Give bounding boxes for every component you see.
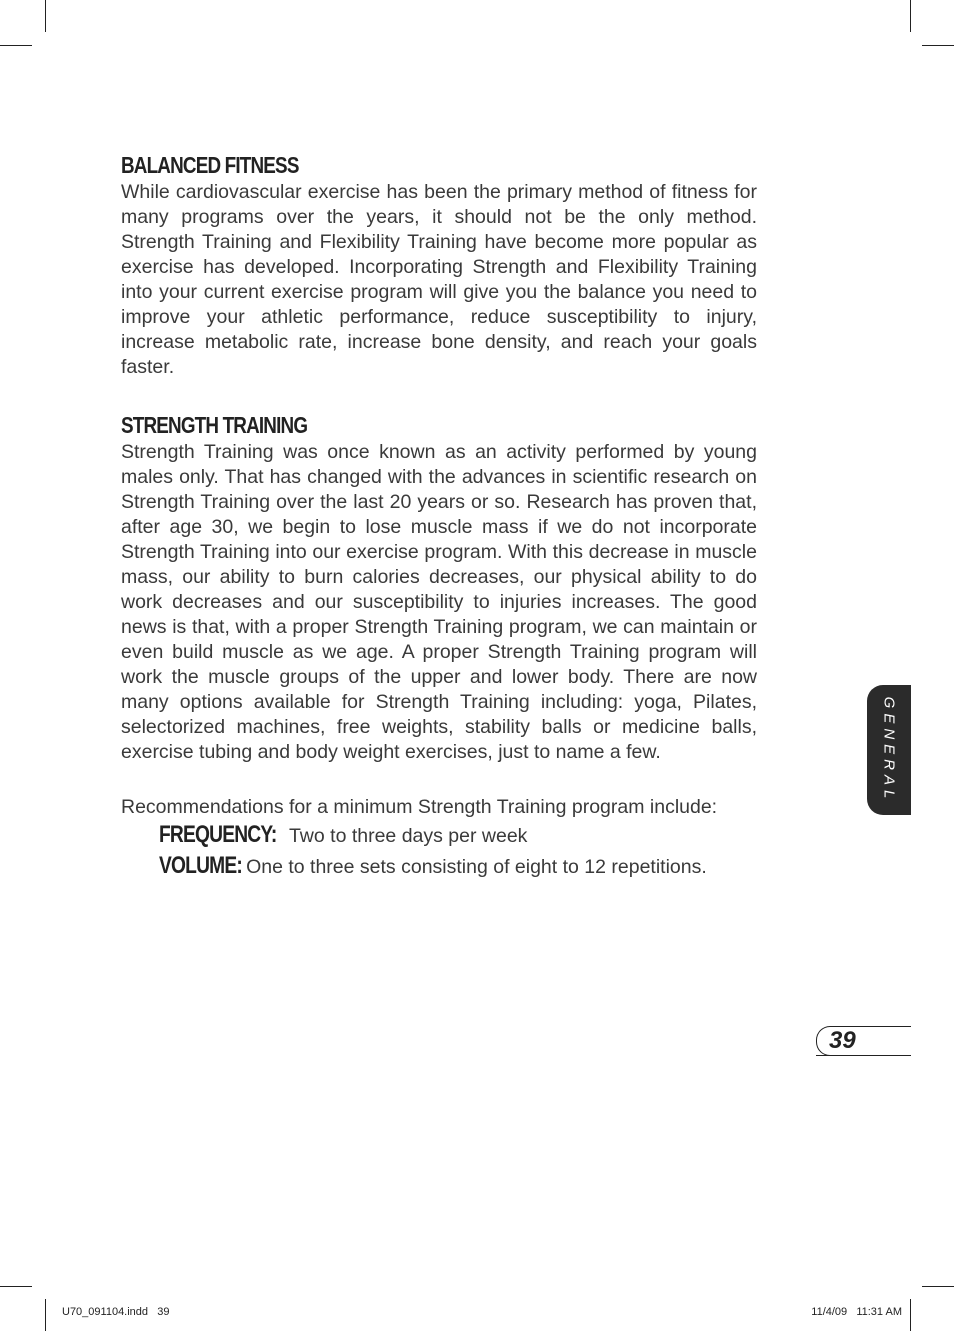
recommendation-label: VOLUME: <box>159 852 242 879</box>
crop-mark <box>45 1299 46 1331</box>
recommendation-frequency <box>159 820 757 851</box>
recommendation-text: One to three sets consisting of eight to 12 repetitions. <box>246 856 707 878</box>
page-number: 39 <box>829 1027 856 1054</box>
section-body-balanced-fitness: While cardiovascular exercise has been the primary method of fitness for many programs over the years, it should not be the only method. Strength Training and Flexibility Training have become more popular as exercise has developed. Incorporating Strength and Flexibility Training into your current exercise program will give you the balance you need to improve your athletic performance, reduce susceptibility to injury, increase metabolic rate, increase bone density, and reach your goals faster. <box>121 181 757 378</box>
footer-datetime: 11/4/09 11:31 AM <box>811 1306 902 1318</box>
section-heading-balanced-fitness: BALANCED FITNESS <box>121 152 299 178</box>
section-body-strength-training: Strength Training was once known as an activity performed by young males only. That has changed with the advances in scientific research on Strength Training over the last 20 years or so. Research has proven that, after age 30, we begin to lose muscle mass if we do not incorporate Strength Training into our exercise program. With this decrease in muscle mass, our ability to burn calories decreases, our physical ability to do work decreases and our susceptibility to injuries increases. The good news is that, with a proper Strength Training program, we can maintain or even build muscle as we age. A proper Strength Training program will work the muscle groups of the upper and lower body. There are now many options available for Strength Training including: yoga, Pilates, selectorized machines, free weights, stability balls or medicine balls, exercise tubing and body weight exercises, just to name a few. <box>121 441 757 763</box>
page-content <box>121 150 757 882</box>
section-tab-label: GENERAL <box>880 696 898 804</box>
recommendations-intro: Recommendations for a minimum Strength Training program include: <box>121 796 718 818</box>
crop-mark <box>922 45 954 46</box>
recommendation-text: Two to three days per week <box>288 825 528 847</box>
recommendation-volume <box>159 851 757 882</box>
crop-mark <box>910 1299 911 1331</box>
recommendation-label: FREQUENCY: <box>159 821 277 848</box>
section-tab <box>867 685 911 815</box>
page-number-box <box>816 1026 911 1056</box>
crop-mark <box>45 0 46 32</box>
section-heading-strength-training: STRENGTH TRAINING <box>121 412 308 438</box>
crop-mark <box>910 0 911 32</box>
crop-mark <box>922 1286 954 1287</box>
footer-file-info: U70_091104.indd 39 <box>62 1306 170 1318</box>
crop-mark <box>0 45 32 46</box>
crop-mark <box>0 1286 32 1287</box>
